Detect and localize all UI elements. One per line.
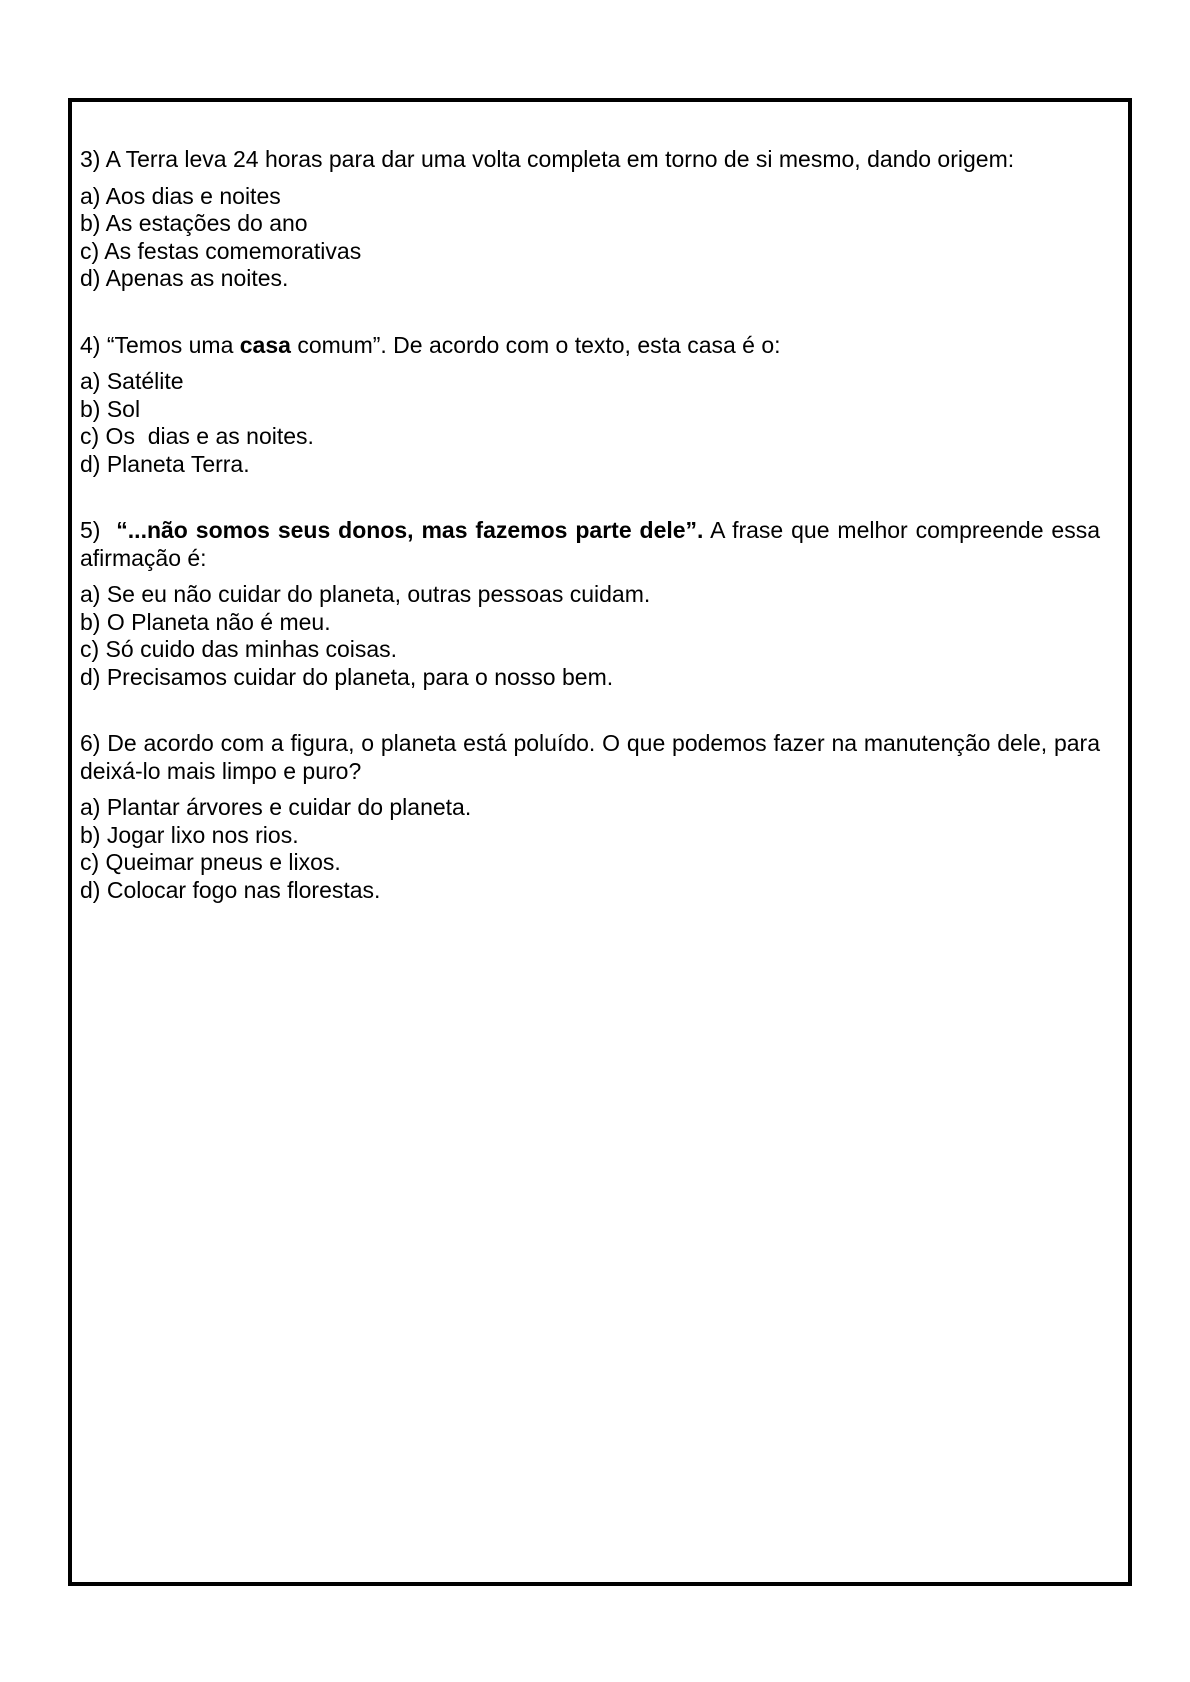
question-3-option-d: d) Apenas as noites. — [80, 265, 289, 291]
question-4-text — [80, 332, 1100, 360]
question-5-option-b: b) O Planeta não é meu. — [80, 608, 331, 635]
question-5-text — [80, 517, 1100, 572]
question-5-option-a: a) Se eu não cuidar do planeta, outras pessoas cuidam. — [80, 581, 651, 607]
question-4-options — [80, 368, 1100, 478]
question-5-text-start: 5) — [80, 517, 117, 543]
question-3-text: 3) A Terra leva 24 horas para dar uma volta completa em torno de si mesmo, dando origem: — [80, 146, 1015, 172]
question-4-text-start: 4) “Temos uma — [80, 331, 240, 358]
question-5-option-c: c) Só cuido das minhas coisas. — [80, 636, 398, 662]
question-4-option-d: d) Planeta Terra. — [80, 450, 250, 477]
question-5-options — [80, 581, 1100, 691]
question-6-options — [80, 794, 1100, 904]
question-4-text-bold: casa — [239, 331, 291, 358]
question-4-option-a: a) Satélite — [80, 368, 184, 394]
worksheet-content — [80, 146, 1100, 943]
question-6-option-b: b) Jogar lixo nos rios. — [80, 821, 299, 848]
question-6-option-a: a) Plantar árvores e cuidar do planeta. — [80, 794, 472, 820]
question-4-option-b: b) Sol — [80, 395, 141, 422]
question-3-options — [80, 183, 1100, 293]
question-6-text: 6) De acordo com a figura, o planeta está poluído. O que podemos fazer na manutenção dele, para deixá-lo mais limpo e puro? — [80, 730, 1100, 784]
question-5 — [80, 517, 1100, 691]
question-4 — [80, 332, 1100, 479]
question-5-option-d: d) Precisamos cuidar do planeta, para o nosso bem. — [80, 663, 614, 690]
question-5-text-end: A frase que melhor compreende essa afirmação é: — [80, 517, 1100, 571]
question-6-option-c: c) Queimar pneus e lixos. — [80, 849, 341, 875]
question-6-option-d: d) Colocar fogo nas florestas. — [80, 876, 381, 903]
question-6 — [80, 730, 1100, 904]
question-4-option-c: c) Os dias e as noites. — [80, 423, 314, 449]
question-3-option-a: a) Aos dias e noites — [80, 182, 281, 209]
question-3-option-b: b) As estações do ano — [80, 210, 308, 236]
question-4-text-end: comum”. De acordo com o texto, esta casa é o: — [290, 331, 781, 358]
question-3 — [80, 146, 1100, 293]
question-5-text-bold: “...não somos seus donos, mas fazemos parte dele”. — [116, 517, 704, 543]
question-3-option-c: c) As festas comemorativas — [80, 237, 362, 264]
